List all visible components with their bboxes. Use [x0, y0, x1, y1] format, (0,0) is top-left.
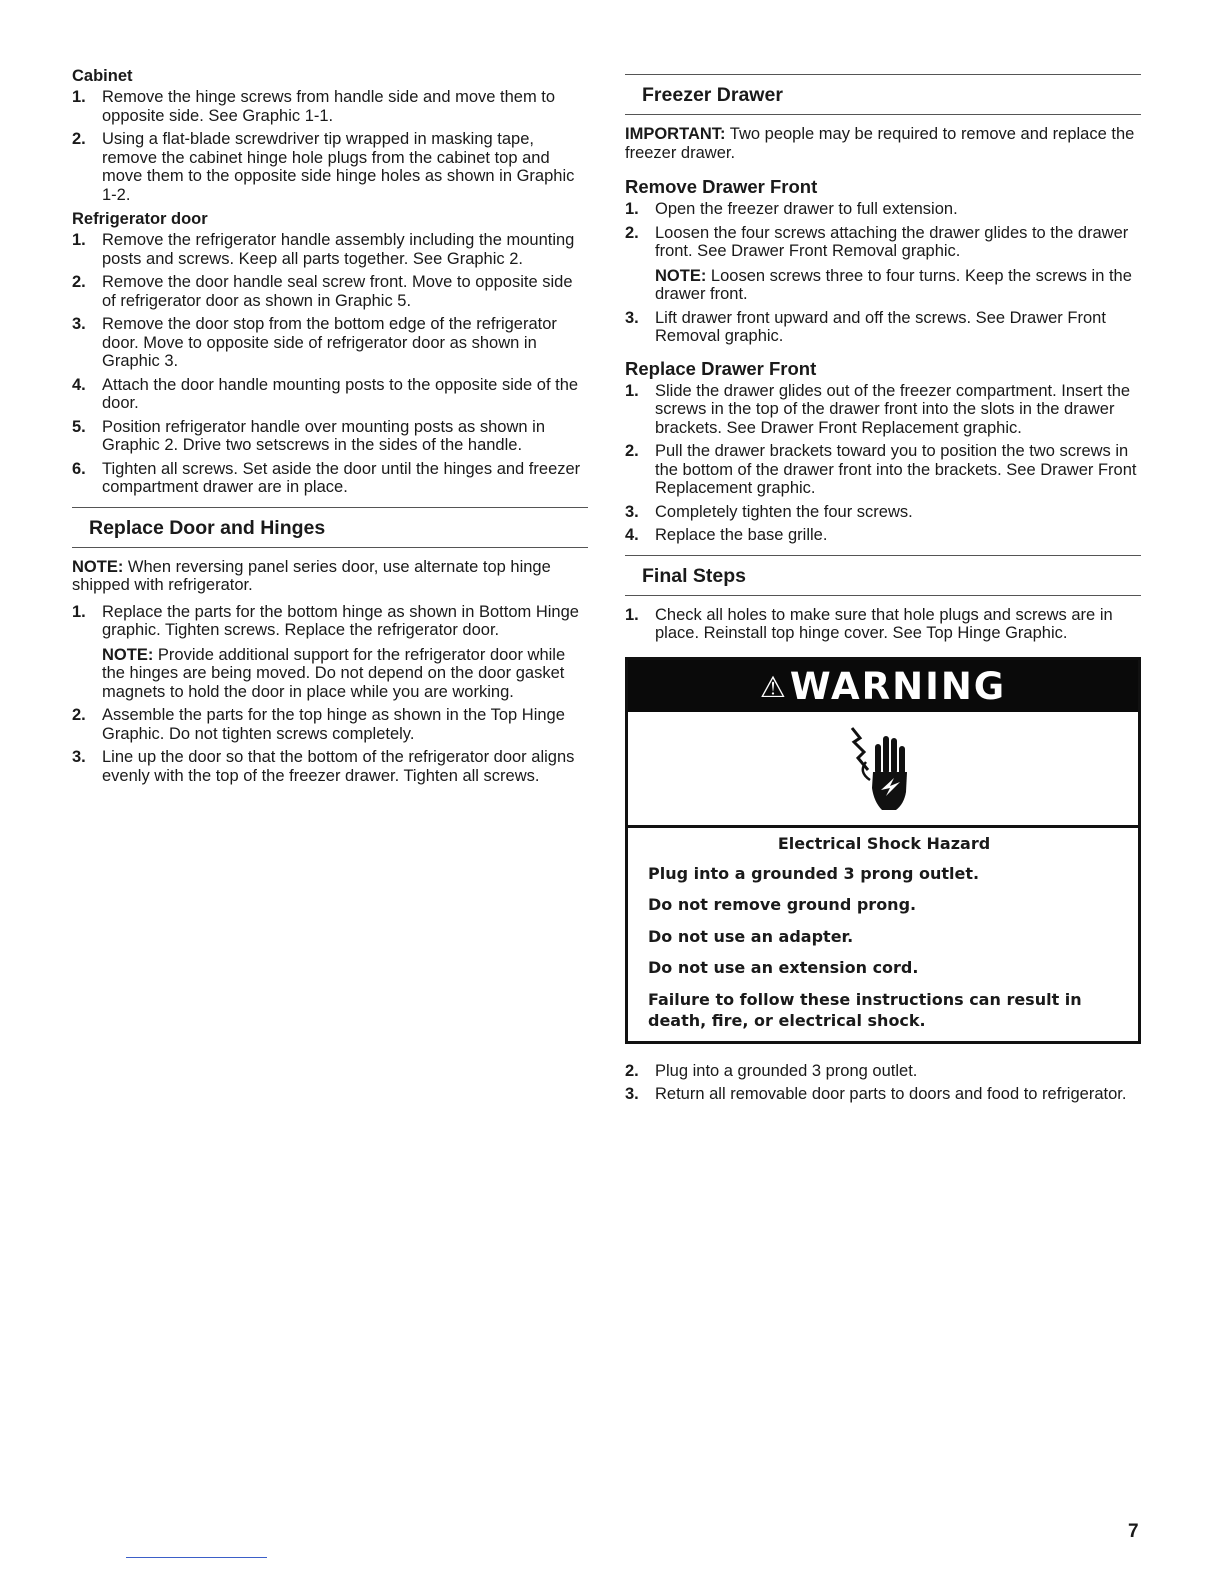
footer-rule: [126, 1557, 267, 1558]
list-item: 6. Tighten all screws. Set aside the door until the hinges and freezer compartment drawer are in place.: [72, 459, 581, 496]
warning-line: Failure to follow these instructions can result in death, fire, or electrical shock.: [648, 989, 1082, 1030]
list-item: 1. Slide the drawer glides out of the freezer compartment. Insert the screws in the top of the drawer front into the slots in the drawer brackets. See Drawer Front Replacement graphic.: [625, 381, 1131, 437]
warning-triangle-icon: ⚠: [759, 669, 788, 704]
right-column: [625, 66, 1141, 1109]
important-note: IMPORTANT: Two people may be required to remove and replace the freezer drawer.: [625, 125, 1135, 162]
refrigerator-door-steps: [72, 231, 588, 497]
list-item: 2. Pull the drawer brackets toward you to position the two screws in the bottom of the drawer front into the brackets. See Drawer Front Replacement graphic.: [625, 442, 1137, 497]
list-item: 1. Remove the hinge screws from handle side and move them to opposite side. See Graphic 1-1.: [72, 88, 556, 125]
list-item: 2. Plug into a grounded 3 prong outlet.: [625, 1061, 918, 1080]
list-item: 3. Remove the door stop from the bottom edge of the refrigerator door. Move to opposite side of refrigerator door as shown in Graphic 3.: [72, 315, 557, 370]
replace-drawer-front-heading: Replace Drawer Front: [625, 357, 817, 379]
list-item: 1. Open the freezer drawer to full extension.: [625, 200, 958, 218]
final-steps-first: [625, 606, 1141, 643]
list-item: 3. Line up the door so that the bottom of the refrigerator door aligns evenly with the top of the freezer drawer. Tighten all screws.: [72, 748, 575, 785]
list-item: 1. Remove the refrigerator handle assembly including the mounting posts and screws. Keep all parts together. See Graphic 2.: [72, 231, 575, 268]
final-steps-section-title: Final Steps: [625, 555, 1141, 596]
step-note: NOTE: Loosen screws three to four turns. Keep the screws in the drawer front.: [655, 266, 1132, 303]
warning-box: [625, 657, 1141, 1044]
left-column: [72, 66, 588, 790]
remove-drawer-steps: [625, 200, 1141, 346]
list-item: 4. Attach the door handle mounting posts to the opposite side of the door.: [72, 375, 579, 412]
warning-banner: ⚠WARNING: [628, 660, 1138, 712]
replace-door-steps: [72, 603, 588, 786]
remove-drawer-front-heading: Remove Drawer Front: [625, 176, 818, 197]
warning-line: Do not use an adapter.: [648, 926, 854, 946]
replace-door-note: NOTE: When reversing panel series door, use alternate top hinge shipped with refrigerator.: [72, 557, 551, 594]
list-item: 3. Return all removable door parts to doors and food to refrigerator.: [625, 1085, 1127, 1103]
warning-line: Do not use an extension cord.: [648, 958, 919, 977]
warning-text: [628, 828, 1138, 1041]
cabinet-heading: Cabinet: [72, 67, 133, 85]
list-item: 2. Using a flat-blade screwdriver tip wrapped in masking tape, remove the cabinet hinge hole plugs from the cabinet top and move them to the opposite side hinge holes as shown in Graphic 1-2.: [72, 130, 575, 204]
list-item: 2. Loosen the four screws attaching the drawer glides to the drawer front. See Drawer Front Removal graphic. NOTE: Loosen screws three to four turns. Keep the screws in the drawer front.: [625, 224, 1141, 304]
list-item: 4. Replace the base grille.: [625, 526, 828, 544]
list-item: 2. Remove the door handle seal screw front. Move to opposite side of refrigerator door as shown in Graphic 5.: [72, 273, 573, 310]
list-item: 2. Assemble the parts for the top hinge as shown in the Top Hinge Graphic. Do not tighten screws completely.: [72, 706, 565, 743]
list-item: 5. Position refrigerator handle over mounting posts as shown in Graphic 2. Drive two setscrews in the sides of the handle.: [72, 417, 545, 454]
replace-door-section-title: Replace Door and Hinges: [72, 507, 588, 548]
refrigerator-door-heading: Refrigerator door: [72, 210, 208, 228]
freezer-drawer-section-title: Freezer Drawer: [625, 74, 1141, 115]
page-number: 7: [1128, 1521, 1139, 1542]
list-item: 1. Check all holes to make sure that hole plugs and screws are in place. Reinstall top hinge cover. See Top Hinge Graphic.: [625, 605, 1113, 642]
warning-line: Plug into a grounded 3 prong outlet.: [648, 863, 980, 883]
step-note: NOTE: Provide additional support for the refrigerator door while the hinges are being moved. Do not depend on the door gasket magnets to hold the door in place while you are working.: [102, 645, 566, 701]
warning-line: Do not remove ground prong.: [648, 895, 917, 914]
warning-title: Electrical Shock Hazard: [777, 833, 991, 853]
replace-drawer-steps: [625, 382, 1141, 545]
list-item: 3. Completely tighten the four screws.: [625, 502, 913, 521]
electric-shock-hand-icon: [848, 722, 918, 814]
list-item: 3. Lift drawer front upward and off the screws. See Drawer Front Removal graphic.: [625, 308, 1106, 345]
cabinet-steps: [72, 88, 588, 204]
final-steps-rest: [625, 1062, 1141, 1104]
shock-hazard-symbol: [628, 712, 1138, 828]
list-item: 1. Replace the parts for the bottom hinge as shown in Bottom Hinge graphic. Tighten screws. Replace the refrigerator door. NOTE: Provide additional support for the refrigerator door while the hinges are being moved. Do not depend on the door gasket magnets to hold the door in place while you are working.: [72, 603, 588, 702]
